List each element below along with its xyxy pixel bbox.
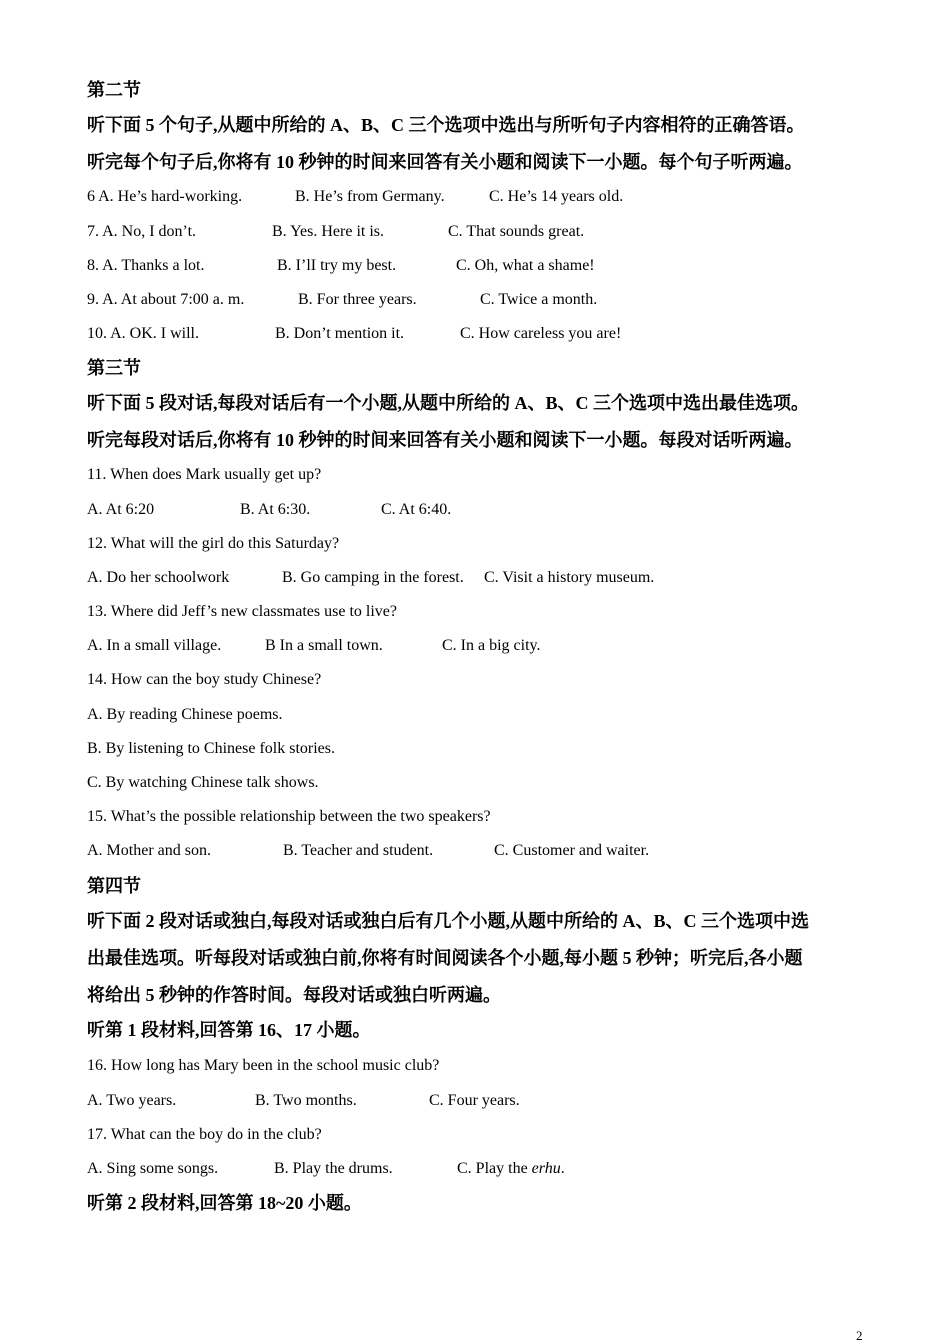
option-a: A. Do her schoolwork [87, 569, 230, 586]
question-13-text: 13. Where did Jeff’s new classmates use to live? [87, 603, 397, 620]
section-2-title: 第二节 [87, 80, 141, 100]
question-11-text: 11. When does Mark usually get up? [87, 466, 322, 483]
option-a: A. At 6:20 [87, 501, 155, 518]
option-b: B. Play the drums. [274, 1160, 393, 1177]
part-1-heading: 听第 1 段材料,回答第 16、17 小题。 [87, 1020, 371, 1040]
section-2-instruction-1: 听下面 5 个句子,从题中所给的 A、B、C 三个选项中选出与所听句子内容相符的正确答语。 [87, 115, 805, 135]
option-b: B. Go camping in the forest. [282, 569, 464, 586]
option-c: C. At 6:40. [381, 501, 452, 518]
option-c: C. Customer and waiter. [494, 842, 650, 859]
question-14-option-a: A. By reading Chinese poems. [87, 706, 283, 723]
option-c-italic: erhu [531, 1160, 561, 1177]
option-c: C. He’s 14 years old. [489, 188, 624, 205]
option-b: B. I’lI try my best. [277, 257, 397, 274]
option-a: 10. A. OK. I will. [87, 325, 199, 342]
option-c [457, 1161, 565, 1177]
option-a: 6 A. He’s hard-working. [87, 188, 243, 205]
question-16-text: 16. How long has Mary been in the school music club? [87, 1057, 440, 1074]
question-14-text: 14. How can the boy study Chinese? [87, 671, 322, 688]
section-4-instruction-3: 将给出 5 秒钟的作答时间。每段对话或独白听两遍。 [87, 985, 501, 1005]
option-a: A. Sing some songs. [87, 1160, 219, 1177]
option-b: B. Don’t mention it. [275, 325, 405, 342]
question-12-text: 12. What will the girl do this Saturday? [87, 535, 340, 552]
option-a: 8. A. Thanks a lot. [87, 257, 205, 274]
question-17-text: 17. What can the boy do in the club? [87, 1126, 322, 1143]
section-4-title: 第四节 [87, 876, 141, 896]
section-4-instruction-1: 听下面 2 段对话或独白,每段对话或独白后有几个小题,从题中所给的 A、B、C 三个选项中选 [87, 911, 809, 931]
option-a: A. Two years. [87, 1092, 177, 1109]
option-b: B In a small town. [265, 637, 383, 654]
option-b: B. Teacher and student. [283, 842, 434, 859]
option-b: B. He’s from Germany. [295, 188, 445, 205]
part-2-heading: 听第 2 段材料,回答第 18~20 小题。 [87, 1193, 362, 1213]
option-c: C. In a big city. [442, 637, 541, 654]
option-c: C. How careless you are! [460, 325, 622, 342]
question-14-option-c: C. By watching Chinese talk shows. [87, 774, 319, 791]
section-4-instruction-2: 出最佳选项。听每段对话或独白前,你将有时间阅读各个小题,每小题 5 秒钟；听完后,各小题 [87, 948, 803, 968]
option-b: B. For three years. [298, 291, 417, 308]
option-b: B. Two months. [255, 1092, 357, 1109]
question-15-text: 15. What’s the possible relationship between the two speakers? [87, 808, 491, 825]
option-c: C. Oh, what a shame! [456, 257, 595, 274]
option-b: B. Yes. Here it is. [272, 223, 385, 240]
option-b: B. At 6:30. [240, 501, 311, 518]
option-c-suffix: . [560, 1160, 565, 1177]
option-a: 7. A. No, I don’t. [87, 223, 197, 240]
section-3-instruction-2: 听完每段对话后,你将有 10 秒钟的时间来回答有关小题和阅读下一小题。每段对话听两遍。 [87, 430, 803, 450]
option-a: A. Mother and son. [87, 842, 211, 859]
section-3-instruction-1: 听下面 5 段对话,每段对话后有一个小题,从题中所给的 A、B、C 三个选项中选出最佳选项。 [87, 393, 810, 413]
option-c: C. Visit a history museum. [484, 569, 655, 586]
option-a: A. In a small village. [87, 637, 222, 654]
section-2-instruction-2: 听完每个句子后,你将有 10 秒钟的时间来回答有关小题和阅读下一小题。每个句子听两遍。 [87, 152, 803, 172]
option-c-prefix: C. Play the [457, 1160, 532, 1177]
section-3-title: 第三节 [87, 358, 141, 378]
option-c: C. Four years. [429, 1092, 520, 1109]
question-14-option-b: B. By listening to Chinese folk stories. [87, 740, 335, 757]
option-c: C. That sounds great. [448, 223, 585, 240]
option-a: 9. A. At about 7:00 a. m. [87, 291, 245, 308]
option-c: C. Twice a month. [480, 291, 598, 308]
page-number: 2 [856, 1328, 863, 1343]
